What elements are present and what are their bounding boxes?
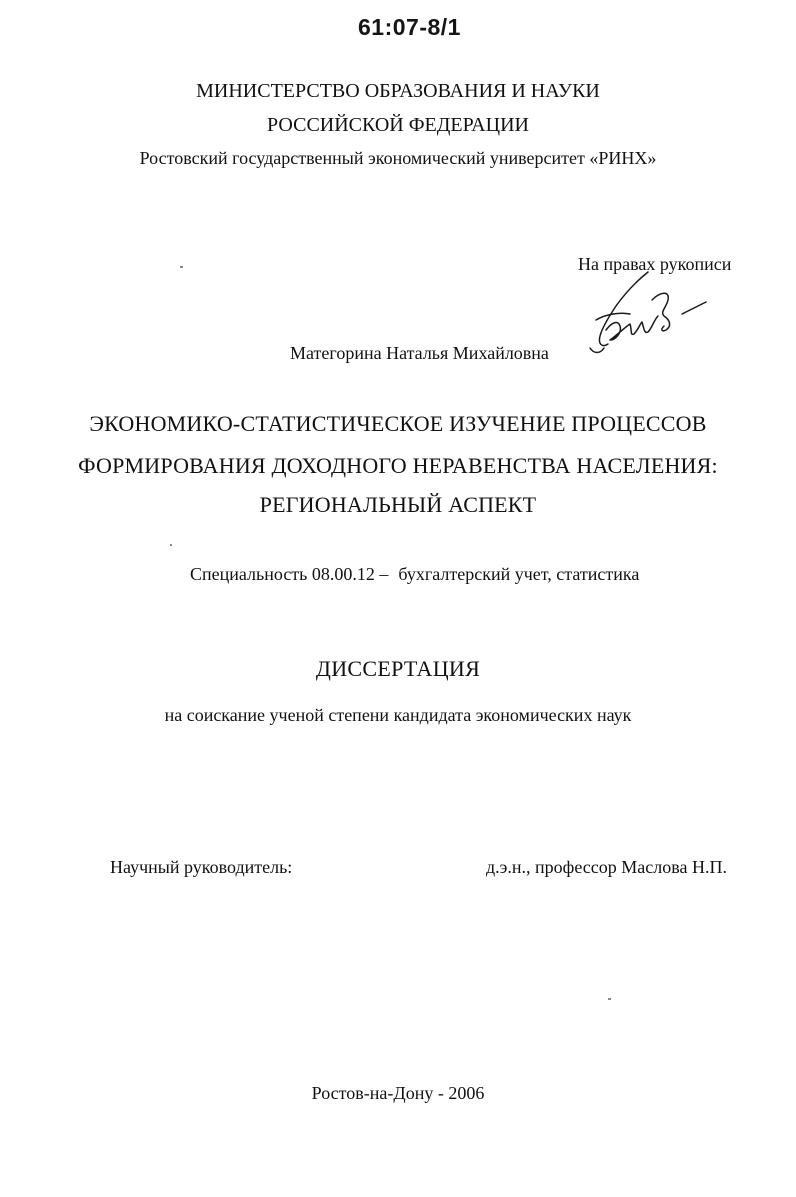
- scan-speck: [170, 544, 172, 546]
- ministry-name: МИНИСТЕРСТВО ОБРАЗОВАНИЯ И НАУКИ: [196, 80, 600, 102]
- signature-icon: [586, 270, 716, 360]
- manuscript-note: На правах рукописи: [578, 254, 732, 274]
- thesis-title-line-2: ФОРМИРОВАНИЯ ДОХОДНОГО НЕРАВЕНСТВА НАСЕЛЕНИЯ:: [78, 453, 718, 478]
- degree-statement: на соискание ученой степени кандидата экономических наук: [164, 705, 632, 725]
- scan-speck: [608, 998, 611, 1000]
- federation-name: РОССИЙСКОЙ ФЕДЕРАЦИИ: [267, 114, 529, 136]
- specialty: [190, 564, 639, 585]
- scan-speck: [180, 266, 183, 268]
- document-type: ДИССЕРТАЦИЯ: [315, 656, 481, 681]
- supervisor-label: Научный руководитель:: [110, 857, 293, 877]
- thesis-title-line-1: ЭКОНОМИКО-СТАТИСТИЧЕСКОЕ ИЗУЧЕНИЕ ПРОЦЕССОВ: [89, 411, 707, 436]
- specialty-label: Специальность 08.00.12 –: [190, 564, 389, 584]
- supervisor-name: д.э.н., профессор Маслова Н.П.: [486, 857, 727, 877]
- university-name: Ростовский государственный экономический университет «РИНХ»: [139, 148, 657, 168]
- archive-stamp: 61:07-8/1: [358, 14, 461, 40]
- place-and-year: Ростов-на-Дону - 2006: [311, 1083, 485, 1103]
- specialty-value: бухгалтерский учет, статистика: [398, 564, 640, 584]
- thesis-title-line-3: РЕГИОНАЛЬНЫЙ АСПЕКТ: [259, 492, 537, 517]
- author-name: Матегорина Наталья Михайловна: [290, 343, 549, 363]
